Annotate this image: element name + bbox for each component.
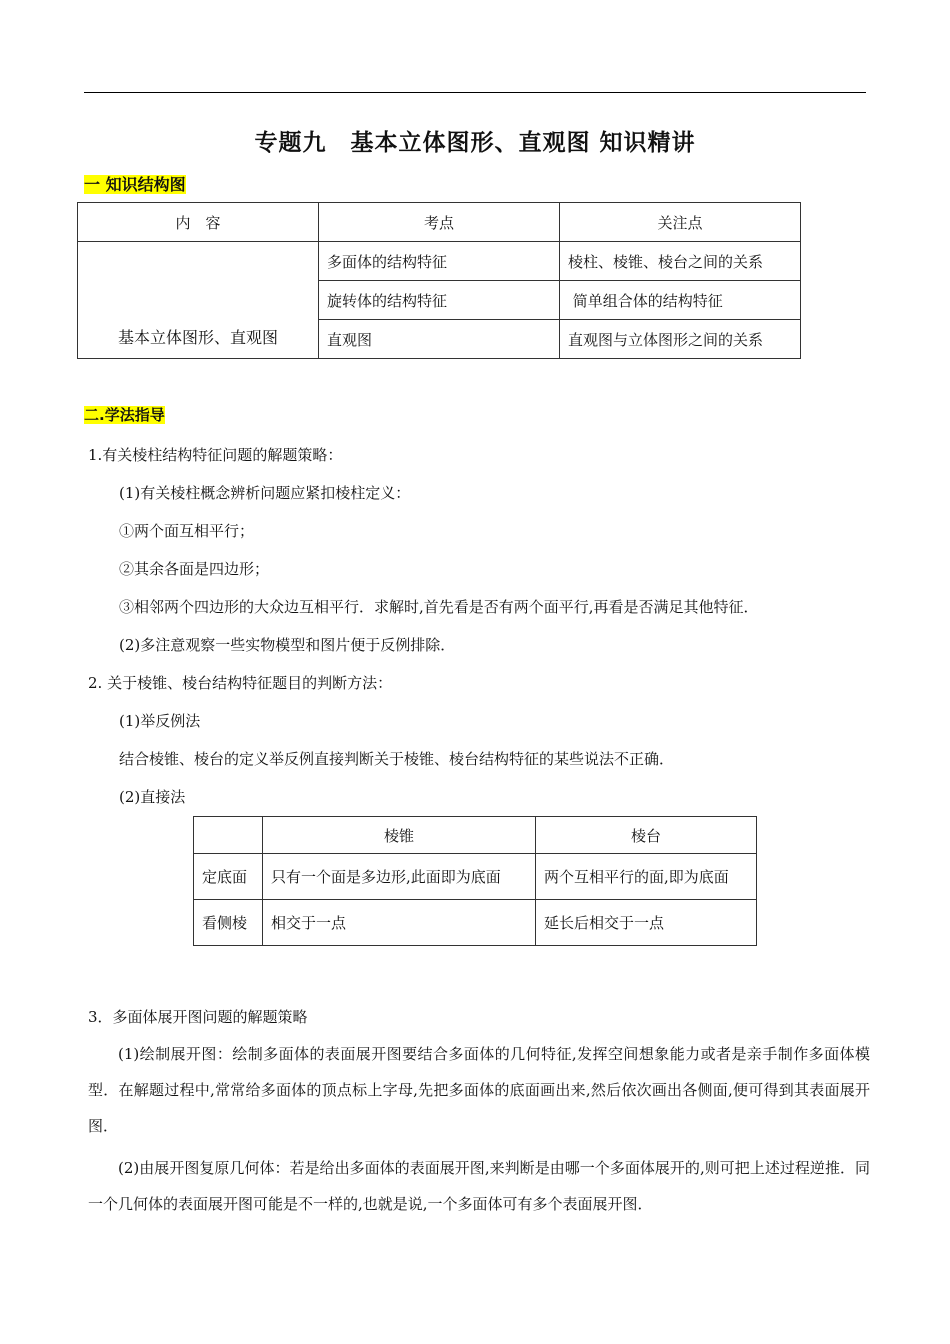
p3-sub1: (1)绘制展开图：绘制多面体的表面展开图要结合多面体的几何特征,发挥空间想象能力或者是亲手制作多面体模型．在解题过程中,常常给多面体的顶点标上字母,先把多面体的底面画出来,然后依次画出各侧面,便可得到其表面展开图． [88, 1045, 870, 1135]
header-cell: 考点 [319, 203, 560, 242]
p2-title: 2. 关于棱锥、棱台结构特征题目的判断方法： [88, 674, 393, 692]
p1-sub1: (1)有关棱柱概念辨析问题应紧扣棱柱定义： [119, 484, 411, 502]
section2-heading: 二.学法指导 [84, 406, 165, 424]
p1-item2: ②其余各面是四边形； [119, 560, 270, 578]
table-cell: 直观图与立体图形之间的关系 [560, 320, 801, 359]
table-cell: 直观图 [319, 320, 560, 359]
header-cell: 关注点 [560, 203, 801, 242]
pyramid-frustum-table [193, 816, 757, 946]
header-cell: 棱台 [536, 817, 757, 854]
section1-heading: 一 知识结构图 [84, 175, 186, 194]
header-rule [84, 92, 866, 93]
table-cell: 棱柱、棱锥、棱台之间的关系 [560, 242, 801, 281]
table-row [194, 854, 757, 900]
p1-title: 1.有关棱柱结构特征问题的解题策略： [88, 446, 343, 464]
header-cell: 棱锥 [263, 817, 536, 854]
table-row [78, 242, 801, 281]
p1-item1: ①两个面互相平行； [119, 522, 255, 540]
table-cell: 多面体的结构特征 [319, 242, 560, 281]
p2-sub1-text: 结合棱锥、棱台的定义举反例直接判断关于棱锥、棱台结构特征的某些说法不正确． [119, 750, 675, 768]
table-cell: 延长后相交于一点 [536, 900, 757, 946]
table-cell: 两个互相平行的面,即为底面 [536, 854, 757, 900]
p1-sub2: (2)多注意观察一些实物模型和图片便于反例排除． [119, 636, 456, 654]
page-title: 专题九 基本立体图形、直观图 知识精讲 [254, 129, 696, 156]
table-header-row [78, 203, 801, 242]
p2-sub1: (1)举反例法 [119, 712, 201, 730]
row-label-cell: 基本立体图形、直观图 [78, 242, 319, 359]
p1-item3: ③相邻两个四边形的大众边互相平行．求解时,首先看是否有两个面平行,再看是否满足其他特征． [119, 598, 759, 616]
table-cell: 定底面 [194, 854, 263, 900]
table-cell: 简单组合体的结构特征 [560, 281, 801, 320]
table-header-row [194, 817, 757, 854]
header-cell [194, 817, 263, 854]
table-row [194, 900, 757, 946]
header-cell: 内 容 [78, 203, 319, 242]
p3-sub2: (2)由展开图复原几何体：若是给出多面体的表面展开图,来判断是由哪一个多面体展开的,则可把上述过程逆推．同一个几何体的表面展开图可能是不一样的,也就是说,一个多面体可有多个表面展开图． [88, 1159, 870, 1213]
table-cell: 看侧棱 [194, 900, 263, 946]
table-cell: 相交于一点 [263, 900, 536, 946]
p2-sub2: (2)直接法 [119, 788, 186, 806]
knowledge-structure-table [77, 202, 801, 359]
table-cell: 旋转体的结构特征 [319, 281, 560, 320]
p3-title: 3．多面体展开图问题的解题策略 [88, 1008, 308, 1026]
table-cell: 只有一个面是多边形,此面即为底面 [263, 854, 536, 900]
